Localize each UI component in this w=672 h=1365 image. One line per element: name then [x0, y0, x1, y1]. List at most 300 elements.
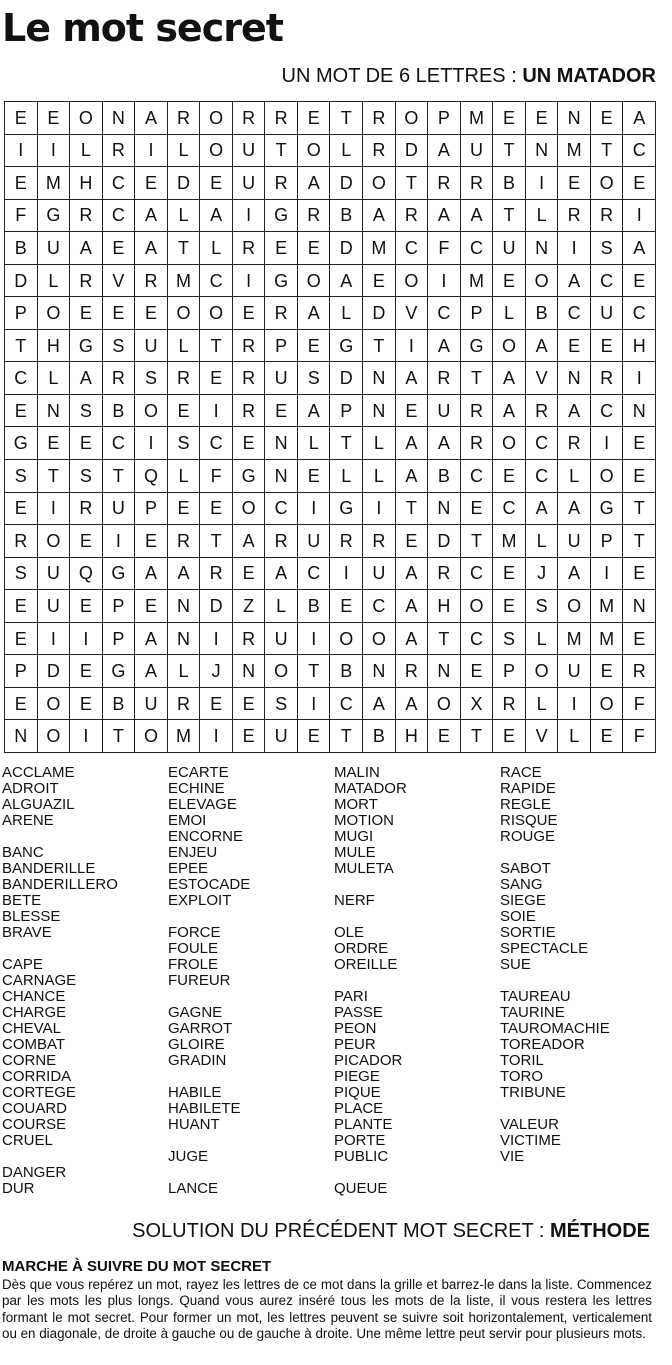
- grid-cell[interactable]: A: [558, 265, 591, 298]
- grid-cell[interactable]: O: [396, 265, 429, 298]
- grid-cell[interactable]: N: [623, 395, 656, 428]
- grid-cell[interactable]: L: [168, 135, 201, 168]
- grid-cell[interactable]: T: [623, 493, 656, 526]
- grid-cell[interactable]: J: [526, 558, 559, 591]
- grid-cell[interactable]: N: [558, 102, 591, 135]
- grid-cell[interactable]: S: [70, 460, 103, 493]
- grid-cell[interactable]: E: [396, 525, 429, 558]
- grid-cell[interactable]: B: [5, 232, 38, 265]
- grid-cell[interactable]: C: [526, 460, 559, 493]
- grid-cell[interactable]: E: [330, 590, 363, 623]
- grid-cell[interactable]: G: [591, 493, 624, 526]
- grid-cell[interactable]: S: [5, 460, 38, 493]
- grid-cell[interactable]: R: [363, 102, 396, 135]
- grid-cell[interactable]: L: [330, 460, 363, 493]
- grid-cell[interactable]: R: [103, 135, 136, 168]
- grid-cell[interactable]: I: [135, 135, 168, 168]
- grid-cell[interactable]: N: [526, 232, 559, 265]
- grid-cell[interactable]: A: [493, 362, 526, 395]
- grid-cell[interactable]: A: [558, 395, 591, 428]
- grid-cell[interactable]: R: [623, 655, 656, 688]
- grid-cell[interactable]: O: [38, 297, 71, 330]
- grid-cell[interactable]: Q: [135, 460, 168, 493]
- grid-cell[interactable]: T: [265, 135, 298, 168]
- grid-cell[interactable]: I: [298, 688, 331, 721]
- grid-cell[interactable]: F: [428, 232, 461, 265]
- grid-cell[interactable]: E: [233, 558, 266, 591]
- grid-cell[interactable]: J: [200, 655, 233, 688]
- grid-cell[interactable]: G: [38, 200, 71, 233]
- grid-cell[interactable]: B: [103, 395, 136, 428]
- grid-cell[interactable]: S: [591, 232, 624, 265]
- grid-cell[interactable]: H: [396, 720, 429, 753]
- grid-cell[interactable]: R: [265, 102, 298, 135]
- grid-cell[interactable]: A: [168, 558, 201, 591]
- grid-cell[interactable]: N: [103, 102, 136, 135]
- grid-cell[interactable]: A: [558, 558, 591, 591]
- grid-cell[interactable]: H: [623, 330, 656, 363]
- grid-cell[interactable]: N: [265, 427, 298, 460]
- grid-cell[interactable]: R: [461, 395, 494, 428]
- grid-cell[interactable]: T: [493, 200, 526, 233]
- grid-cell[interactable]: G: [70, 330, 103, 363]
- grid-cell[interactable]: E: [200, 493, 233, 526]
- grid-cell[interactable]: E: [200, 688, 233, 721]
- grid-cell[interactable]: E: [70, 655, 103, 688]
- grid-cell[interactable]: N: [168, 590, 201, 623]
- grid-cell[interactable]: L: [493, 297, 526, 330]
- grid-cell[interactable]: O: [526, 265, 559, 298]
- grid-cell[interactable]: N: [363, 362, 396, 395]
- grid-cell[interactable]: G: [233, 460, 266, 493]
- grid-cell[interactable]: N: [38, 395, 71, 428]
- grid-cell[interactable]: A: [135, 623, 168, 656]
- grid-cell[interactable]: O: [493, 330, 526, 363]
- grid-cell[interactable]: E: [5, 167, 38, 200]
- grid-cell[interactable]: D: [330, 167, 363, 200]
- grid-cell[interactable]: E: [363, 265, 396, 298]
- grid-cell[interactable]: T: [330, 102, 363, 135]
- grid-cell[interactable]: A: [298, 297, 331, 330]
- grid-cell[interactable]: L: [265, 590, 298, 623]
- grid-cell[interactable]: B: [526, 297, 559, 330]
- grid-cell[interactable]: I: [623, 200, 656, 233]
- grid-cell[interactable]: I: [591, 427, 624, 460]
- grid-cell[interactable]: P: [103, 590, 136, 623]
- grid-cell[interactable]: U: [233, 167, 266, 200]
- grid-cell[interactable]: E: [298, 330, 331, 363]
- grid-cell[interactable]: R: [70, 200, 103, 233]
- grid-cell[interactable]: N: [363, 655, 396, 688]
- grid-cell[interactable]: R: [168, 102, 201, 135]
- grid-cell[interactable]: R: [493, 688, 526, 721]
- grid-cell[interactable]: E: [265, 232, 298, 265]
- grid-cell[interactable]: L: [330, 135, 363, 168]
- grid-cell[interactable]: E: [5, 395, 38, 428]
- grid-cell[interactable]: E: [461, 493, 494, 526]
- grid-cell[interactable]: E: [70, 297, 103, 330]
- grid-cell[interactable]: I: [363, 493, 396, 526]
- grid-cell[interactable]: M: [168, 265, 201, 298]
- grid-cell[interactable]: R: [558, 427, 591, 460]
- grid-cell[interactable]: O: [526, 655, 559, 688]
- grid-cell[interactable]: O: [298, 265, 331, 298]
- grid-cell[interactable]: O: [591, 688, 624, 721]
- grid-cell[interactable]: R: [265, 167, 298, 200]
- grid-cell[interactable]: E: [623, 167, 656, 200]
- grid-cell[interactable]: I: [558, 232, 591, 265]
- grid-cell[interactable]: U: [558, 655, 591, 688]
- grid-cell[interactable]: A: [428, 200, 461, 233]
- grid-cell[interactable]: O: [265, 655, 298, 688]
- grid-cell[interactable]: N: [623, 590, 656, 623]
- grid-cell[interactable]: U: [298, 525, 331, 558]
- grid-cell[interactable]: I: [200, 720, 233, 753]
- grid-cell[interactable]: H: [428, 590, 461, 623]
- grid-cell[interactable]: I: [200, 623, 233, 656]
- grid-cell[interactable]: L: [526, 200, 559, 233]
- grid-cell[interactable]: I: [591, 558, 624, 591]
- grid-cell[interactable]: T: [428, 623, 461, 656]
- grid-cell[interactable]: E: [5, 688, 38, 721]
- grid-cell[interactable]: E: [298, 460, 331, 493]
- grid-cell[interactable]: G: [330, 330, 363, 363]
- grid-cell[interactable]: L: [200, 232, 233, 265]
- grid-cell[interactable]: A: [428, 330, 461, 363]
- grid-cell[interactable]: T: [363, 330, 396, 363]
- grid-cell[interactable]: H: [38, 330, 71, 363]
- grid-cell[interactable]: L: [168, 460, 201, 493]
- grid-cell[interactable]: I: [428, 265, 461, 298]
- grid-cell[interactable]: S: [70, 395, 103, 428]
- grid-cell[interactable]: O: [591, 460, 624, 493]
- grid-cell[interactable]: B: [363, 720, 396, 753]
- grid-cell[interactable]: G: [265, 265, 298, 298]
- grid-cell[interactable]: U: [135, 688, 168, 721]
- grid-cell[interactable]: C: [396, 232, 429, 265]
- grid-cell[interactable]: D: [38, 655, 71, 688]
- grid-cell[interactable]: E: [233, 720, 266, 753]
- grid-cell[interactable]: O: [168, 297, 201, 330]
- grid-cell[interactable]: L: [363, 460, 396, 493]
- grid-cell[interactable]: E: [200, 167, 233, 200]
- grid-cell[interactable]: A: [623, 102, 656, 135]
- grid-cell[interactable]: B: [103, 688, 136, 721]
- grid-cell[interactable]: A: [330, 265, 363, 298]
- grid-cell[interactable]: O: [233, 493, 266, 526]
- grid-cell[interactable]: U: [493, 232, 526, 265]
- grid-cell[interactable]: R: [135, 265, 168, 298]
- grid-cell[interactable]: R: [428, 558, 461, 591]
- grid-cell[interactable]: A: [396, 590, 429, 623]
- grid-cell[interactable]: R: [298, 200, 331, 233]
- grid-cell[interactable]: A: [396, 460, 429, 493]
- grid-cell[interactable]: R: [558, 200, 591, 233]
- grid-cell[interactable]: T: [200, 330, 233, 363]
- grid-cell[interactable]: E: [623, 558, 656, 591]
- grid-cell[interactable]: I: [558, 688, 591, 721]
- grid-cell[interactable]: E: [103, 232, 136, 265]
- grid-cell[interactable]: P: [591, 525, 624, 558]
- grid-cell[interactable]: E: [70, 688, 103, 721]
- grid-cell[interactable]: D: [363, 297, 396, 330]
- grid-cell[interactable]: U: [591, 297, 624, 330]
- grid-cell[interactable]: C: [558, 297, 591, 330]
- grid-cell[interactable]: T: [396, 493, 429, 526]
- grid-cell[interactable]: E: [5, 493, 38, 526]
- grid-cell[interactable]: O: [135, 720, 168, 753]
- grid-cell[interactable]: L: [168, 330, 201, 363]
- grid-cell[interactable]: S: [5, 558, 38, 591]
- grid-cell[interactable]: E: [70, 525, 103, 558]
- grid-cell[interactable]: A: [526, 493, 559, 526]
- grid-cell[interactable]: E: [233, 427, 266, 460]
- grid-cell[interactable]: N: [265, 460, 298, 493]
- grid-cell[interactable]: T: [200, 525, 233, 558]
- grid-cell[interactable]: T: [493, 135, 526, 168]
- grid-cell[interactable]: E: [623, 460, 656, 493]
- grid-cell[interactable]: U: [38, 558, 71, 591]
- grid-cell[interactable]: T: [623, 525, 656, 558]
- grid-cell[interactable]: R: [70, 493, 103, 526]
- grid-cell[interactable]: I: [38, 135, 71, 168]
- grid-cell[interactable]: T: [330, 720, 363, 753]
- grid-cell[interactable]: R: [396, 200, 429, 233]
- grid-cell[interactable]: O: [38, 688, 71, 721]
- grid-cell[interactable]: D: [5, 265, 38, 298]
- grid-cell[interactable]: U: [265, 362, 298, 395]
- grid-cell[interactable]: U: [428, 395, 461, 428]
- grid-cell[interactable]: A: [558, 493, 591, 526]
- grid-cell[interactable]: E: [591, 720, 624, 753]
- grid-cell[interactable]: O: [70, 102, 103, 135]
- grid-cell[interactable]: C: [265, 493, 298, 526]
- grid-cell[interactable]: M: [493, 525, 526, 558]
- grid-cell[interactable]: A: [135, 558, 168, 591]
- grid-cell[interactable]: A: [298, 167, 331, 200]
- grid-cell[interactable]: E: [265, 395, 298, 428]
- grid-cell[interactable]: I: [103, 525, 136, 558]
- grid-cell[interactable]: R: [396, 655, 429, 688]
- grid-cell[interactable]: C: [103, 200, 136, 233]
- grid-cell[interactable]: C: [298, 558, 331, 591]
- grid-cell[interactable]: R: [461, 167, 494, 200]
- grid-cell[interactable]: N: [233, 655, 266, 688]
- grid-cell[interactable]: L: [526, 525, 559, 558]
- grid-cell[interactable]: T: [168, 232, 201, 265]
- grid-cell[interactable]: S: [103, 330, 136, 363]
- grid-cell[interactable]: G: [265, 200, 298, 233]
- grid-cell[interactable]: R: [265, 297, 298, 330]
- grid-cell[interactable]: A: [135, 200, 168, 233]
- grid-cell[interactable]: C: [200, 427, 233, 460]
- grid-cell[interactable]: I: [330, 558, 363, 591]
- grid-cell[interactable]: M: [558, 623, 591, 656]
- grid-cell[interactable]: O: [493, 427, 526, 460]
- grid-cell[interactable]: U: [38, 590, 71, 623]
- grid-cell[interactable]: C: [461, 460, 494, 493]
- grid-cell[interactable]: A: [428, 427, 461, 460]
- grid-cell[interactable]: M: [38, 167, 71, 200]
- grid-cell[interactable]: R: [5, 525, 38, 558]
- grid-cell[interactable]: U: [38, 232, 71, 265]
- grid-cell[interactable]: P: [330, 395, 363, 428]
- grid-cell[interactable]: P: [428, 102, 461, 135]
- grid-cell[interactable]: F: [5, 200, 38, 233]
- grid-cell[interactable]: O: [428, 688, 461, 721]
- grid-cell[interactable]: S: [265, 688, 298, 721]
- grid-cell[interactable]: T: [103, 460, 136, 493]
- grid-cell[interactable]: A: [396, 362, 429, 395]
- grid-cell[interactable]: E: [38, 102, 71, 135]
- grid-cell[interactable]: Q: [70, 558, 103, 591]
- grid-cell[interactable]: R: [461, 427, 494, 460]
- grid-cell[interactable]: I: [135, 427, 168, 460]
- grid-cell[interactable]: D: [200, 590, 233, 623]
- grid-cell[interactable]: F: [200, 460, 233, 493]
- grid-cell[interactable]: R: [233, 623, 266, 656]
- grid-cell[interactable]: A: [200, 200, 233, 233]
- grid-cell[interactable]: A: [461, 200, 494, 233]
- grid-cell[interactable]: C: [526, 427, 559, 460]
- grid-cell[interactable]: P: [5, 655, 38, 688]
- grid-cell[interactable]: O: [200, 297, 233, 330]
- grid-cell[interactable]: A: [623, 232, 656, 265]
- grid-cell[interactable]: E: [493, 460, 526, 493]
- grid-cell[interactable]: V: [103, 265, 136, 298]
- grid-cell[interactable]: I: [38, 623, 71, 656]
- grid-cell[interactable]: V: [396, 297, 429, 330]
- grid-cell[interactable]: U: [135, 330, 168, 363]
- grid-cell[interactable]: E: [558, 330, 591, 363]
- grid-cell[interactable]: O: [200, 135, 233, 168]
- grid-cell[interactable]: R: [363, 525, 396, 558]
- grid-cell[interactable]: G: [103, 558, 136, 591]
- grid-cell[interactable]: E: [298, 720, 331, 753]
- grid-cell[interactable]: B: [330, 655, 363, 688]
- grid-cell[interactable]: D: [168, 167, 201, 200]
- grid-cell[interactable]: L: [70, 135, 103, 168]
- grid-cell[interactable]: R: [526, 395, 559, 428]
- grid-cell[interactable]: E: [493, 558, 526, 591]
- grid-cell[interactable]: C: [363, 590, 396, 623]
- grid-cell[interactable]: A: [396, 688, 429, 721]
- grid-cell[interactable]: L: [38, 362, 71, 395]
- grid-cell[interactable]: E: [298, 232, 331, 265]
- grid-cell[interactable]: C: [591, 265, 624, 298]
- grid-cell[interactable]: E: [461, 655, 494, 688]
- grid-cell[interactable]: E: [5, 102, 38, 135]
- grid-cell[interactable]: E: [5, 623, 38, 656]
- grid-cell[interactable]: E: [135, 167, 168, 200]
- grid-cell[interactable]: C: [103, 427, 136, 460]
- grid-cell[interactable]: L: [526, 623, 559, 656]
- grid-cell[interactable]: O: [363, 623, 396, 656]
- grid-cell[interactable]: I: [526, 167, 559, 200]
- grid-cell[interactable]: O: [38, 720, 71, 753]
- grid-cell[interactable]: R: [265, 525, 298, 558]
- grid-cell[interactable]: S: [493, 623, 526, 656]
- grid-cell[interactable]: C: [493, 493, 526, 526]
- grid-cell[interactable]: U: [233, 135, 266, 168]
- grid-cell[interactable]: L: [38, 265, 71, 298]
- grid-cell[interactable]: E: [526, 102, 559, 135]
- grid-cell[interactable]: R: [428, 167, 461, 200]
- grid-cell[interactable]: E: [233, 297, 266, 330]
- grid-cell[interactable]: R: [168, 525, 201, 558]
- grid-cell[interactable]: P: [5, 297, 38, 330]
- grid-cell[interactable]: T: [461, 362, 494, 395]
- grid-cell[interactable]: T: [396, 167, 429, 200]
- grid-cell[interactable]: I: [298, 493, 331, 526]
- grid-cell[interactable]: A: [396, 558, 429, 591]
- grid-cell[interactable]: R: [233, 102, 266, 135]
- grid-cell[interactable]: P: [493, 655, 526, 688]
- grid-cell[interactable]: A: [233, 525, 266, 558]
- grid-cell[interactable]: M: [461, 102, 494, 135]
- grid-cell[interactable]: C: [330, 688, 363, 721]
- grid-cell[interactable]: V: [526, 362, 559, 395]
- grid-cell[interactable]: I: [70, 623, 103, 656]
- grid-cell[interactable]: E: [623, 623, 656, 656]
- grid-cell[interactable]: E: [493, 720, 526, 753]
- grid-cell[interactable]: H: [70, 167, 103, 200]
- grid-cell[interactable]: E: [591, 102, 624, 135]
- grid-cell[interactable]: P: [461, 297, 494, 330]
- grid-cell[interactable]: A: [396, 427, 429, 460]
- grid-cell[interactable]: T: [591, 135, 624, 168]
- grid-cell[interactable]: E: [428, 720, 461, 753]
- grid-cell[interactable]: E: [591, 330, 624, 363]
- grid-cell[interactable]: I: [70, 720, 103, 753]
- grid-cell[interactable]: C: [461, 623, 494, 656]
- grid-cell[interactable]: C: [200, 265, 233, 298]
- grid-cell[interactable]: T: [38, 460, 71, 493]
- grid-cell[interactable]: U: [265, 720, 298, 753]
- grid-cell[interactable]: T: [461, 525, 494, 558]
- grid-cell[interactable]: C: [591, 395, 624, 428]
- grid-cell[interactable]: M: [168, 720, 201, 753]
- grid-cell[interactable]: O: [330, 623, 363, 656]
- grid-cell[interactable]: E: [493, 102, 526, 135]
- grid-cell[interactable]: V: [526, 720, 559, 753]
- grid-cell[interactable]: O: [591, 167, 624, 200]
- grid-cell[interactable]: S: [298, 362, 331, 395]
- grid-cell[interactable]: P: [103, 623, 136, 656]
- grid-cell[interactable]: B: [493, 167, 526, 200]
- grid-cell[interactable]: I: [623, 362, 656, 395]
- grid-cell[interactable]: C: [623, 135, 656, 168]
- grid-cell[interactable]: U: [265, 623, 298, 656]
- grid-cell[interactable]: Z: [233, 590, 266, 623]
- grid-cell[interactable]: U: [103, 493, 136, 526]
- grid-cell[interactable]: T: [103, 720, 136, 753]
- grid-cell[interactable]: C: [461, 232, 494, 265]
- grid-cell[interactable]: P: [265, 330, 298, 363]
- grid-cell[interactable]: B: [428, 460, 461, 493]
- grid-cell[interactable]: M: [461, 265, 494, 298]
- grid-cell[interactable]: M: [363, 232, 396, 265]
- grid-cell[interactable]: O: [298, 135, 331, 168]
- grid-cell[interactable]: O: [461, 590, 494, 623]
- grid-cell[interactable]: C: [623, 297, 656, 330]
- grid-cell[interactable]: E: [298, 102, 331, 135]
- grid-cell[interactable]: L: [168, 200, 201, 233]
- grid-cell[interactable]: R: [70, 265, 103, 298]
- grid-cell[interactable]: T: [330, 427, 363, 460]
- grid-cell[interactable]: R: [103, 362, 136, 395]
- grid-cell[interactable]: R: [330, 525, 363, 558]
